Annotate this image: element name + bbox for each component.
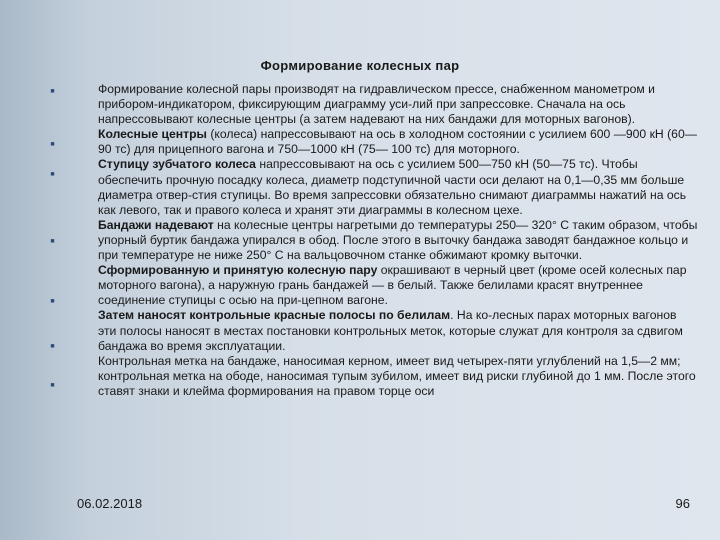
- paragraph-bold-lead: Затем наносят контрольные красные полосы по белилам: [98, 308, 451, 323]
- footer-page-number: 96: [675, 496, 690, 511]
- paragraph-control-stripes: [98, 308, 698, 353]
- paragraph-pressing-intro: [98, 82, 698, 127]
- paragraph-wheel-centers: [98, 127, 698, 157]
- paragraph-text: окрашивают в черный цвет (кроме осей колесных пар моторного вагона), а наружную грань бандажей — в белый. Также белилами красят внутреннее соединение ступицы с осью на при-цепном вагоне.: [98, 263, 687, 308]
- paragraph-text: Контрольная метка на бандаже, наносимая керном, имеет вид четырех-пяти углублений на 1,5—2 мм; контрольная метка на ободе, наносимая тупым зубилом, имеет вид риски глубиной до 1 мм. После этого ставят знаки и клейма формирования на правом торце оси: [98, 353, 696, 398]
- paragraph-tyres: [98, 218, 698, 263]
- paragraph-text: напрессовывают на ось с усилием 500—750 кН (50—75 тс). Чтобы обеспечить прочную посадку колеса, диаметр подступичной части оси делают на 0,1—0,35 мм больше диаметра отвер-стия ступицы. Во время запрессовки обязательно снимают диаграммы нажатий на ось как левого, так и правого колеса и хранят эти диаграммы в колесном цехе.: [98, 157, 687, 217]
- paragraph-bold-lead: Сформированную и принятую колесную пару: [98, 263, 378, 278]
- paragraph-bold-lead: Ступицу зубчатого колеса: [98, 157, 256, 172]
- paragraph-painting: [98, 263, 698, 308]
- paragraph-gear-hub: [98, 157, 698, 217]
- square-bullet-icon: ■: [50, 298, 55, 305]
- square-bullet-icon: ■: [50, 238, 55, 245]
- paragraph-bold-lead: Бандажи надевают: [98, 217, 214, 232]
- paragraph-bold-lead: Колесные центры: [98, 127, 207, 142]
- square-bullet-icon: ■: [50, 343, 55, 350]
- paragraph-text: на колесные центры нагретыми до температуры 250— 320° С таким образом, чтобы упорный буртик бандажа упирался в обод. После этого в выточку бандажа заводят бандажное кольцо и при температуре не ниже 250° С на вальцовочном станке обжимают кромку выточки.: [98, 217, 698, 263]
- slide-title: Формирование колесных пар: [260, 58, 460, 73]
- square-bullet-icon: ■: [50, 88, 55, 95]
- paragraph-control-marks: [98, 354, 698, 399]
- paragraph-text: Формирование колесной пары производят на гидравлическом прессе, снабженном манометром и прибором-индикатором, фиксирующим диаграмму уси-лий при запрессовке. Сначала на ось напрессовывают колесные центры (а затем надевают на них бандажи для моторных вагонов).: [98, 82, 655, 127]
- square-bullet-icon: ■: [50, 382, 55, 389]
- square-bullet-icon: ■: [50, 141, 55, 148]
- paragraph-text: (колеса) напрессовывают на ось в холодном состоянии с усилием 600 —900 кН (60—90 тс) для прицепного вагона и 750—1000 кН (75— 100 тс) для моторного.: [98, 127, 697, 157]
- footer-date: 06.02.2018: [77, 496, 143, 511]
- square-bullet-icon: ■: [50, 171, 55, 178]
- paragraph-text: . На ко-лесных парах моторных вагонов эти полосы наносят в местах постановки контрольных меток, которые служат для контроля за сдвигом бандажа во время эксплуатации.: [98, 308, 683, 353]
- slide-body: [98, 82, 698, 399]
